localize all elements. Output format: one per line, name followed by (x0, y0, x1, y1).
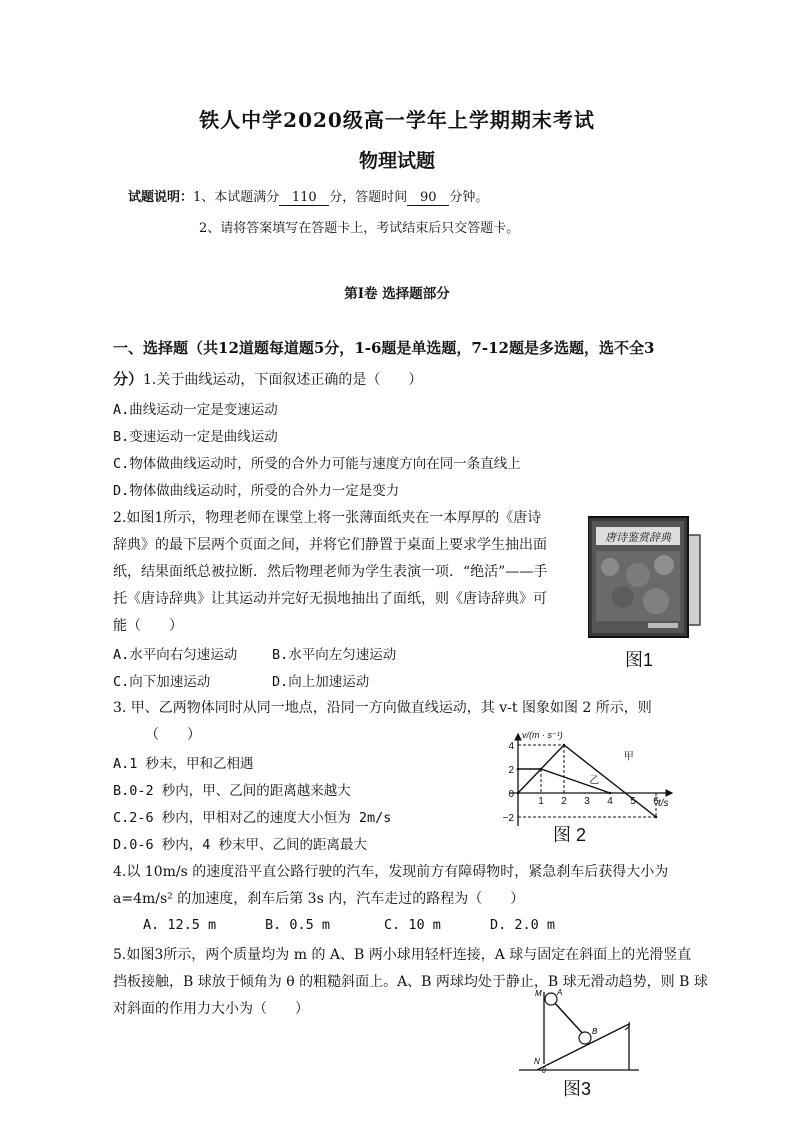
data-point (655, 816, 656, 817)
vt-chart-svg (500, 728, 680, 848)
y-tick-label: 0 (508, 789, 514, 800)
ball-b (579, 1032, 591, 1044)
q4-line: a=4m/s² 的加速度，刹车后第 3s 内，汽车走过的路程为（ ） (113, 891, 525, 907)
incline-surface (537, 1024, 629, 1070)
q2-option-c: C.向下加速运动 (113, 674, 211, 690)
question-1-stem: 1.关于曲线运动，下面叙述正确的是（ ） (143, 372, 423, 388)
q2-option-d: D.向上加速运动 (272, 674, 370, 690)
q2-line: 托《唐诗辞典》让其运动并完好无损地抽出了面纸，则《唐诗辞典》可 (113, 591, 547, 607)
q2-option-a: A.水平向右匀速运动 (113, 647, 238, 663)
x-tick-label: 6 (653, 796, 659, 807)
x-tick-label: 3 (584, 796, 590, 807)
section-heading: 一、选择题（共12道题每道题5分，1-6题是单选题，7-12题是多选题，选不全3 (113, 339, 655, 357)
q3-option-c: C.2-6 秒内，甲相对乙的速度大小恒为 2m/s (113, 810, 392, 826)
q4-option-d: D. 2.0 m (490, 917, 556, 933)
label-m: M (535, 989, 542, 998)
q2-line: 辞典》的最下层两个页面之间，并将它们静置于桌面上要求学生抽出面 (113, 537, 547, 553)
q1-option-a: A.曲线运动一定是变速运动 (113, 402, 278, 418)
incline-diagram (515, 986, 645, 1076)
label-a: A (557, 988, 563, 997)
data-point (517, 768, 518, 769)
page-subtitle: 物理试题 (358, 150, 435, 172)
full-score-value: 110 (279, 190, 329, 206)
instructions-line-1 (128, 186, 488, 206)
q2-line: 能（ ） (113, 618, 183, 634)
q3-line: （ ） (145, 727, 201, 743)
instructions-label: 试题说明： (128, 190, 194, 205)
instructions-text: 1、本试题满分 (193, 190, 280, 205)
y-tick-label: −2 (502, 813, 514, 824)
data-point (563, 744, 564, 745)
label-b: B (592, 1027, 598, 1036)
figure-2-label: 图 2 (553, 825, 587, 845)
q4-line: 4.以 10m/s 的速度沿平直公路行驶的汽车，发现前方有障碍物时，紧急刹车后获得大小为 (113, 864, 669, 880)
q2-line: 2.如图1所示，物理老师在课堂上将一张薄面纸夹在一本厚厚的《唐诗 (113, 510, 542, 526)
y-tick-label: 4 (508, 741, 514, 752)
x-tick-label: 2 (561, 796, 567, 807)
label-n: N (534, 1057, 540, 1066)
q4-option-b: B. 0.5 m (265, 917, 331, 933)
instructions-line-2: 2、请将答案填写在答题卡上，考试结束后只交答题卡。 (199, 221, 520, 236)
figure-3-incline (515, 986, 645, 1076)
q3-option-a: A.1 秒末，甲和乙相遇 (113, 756, 254, 772)
figure-1-label: 图1 (625, 650, 654, 670)
data-point (609, 792, 610, 793)
light-rod (553, 1001, 585, 1036)
series-label-yi: 乙 (589, 775, 600, 787)
series-label-jia: 甲 (623, 751, 634, 763)
q2-line: 纸，结果面纸总被拉断．然后物理老师为学生表演一项．“绝活”——手 (113, 564, 548, 580)
section-heading-line-2 (113, 368, 422, 389)
y-tick-label: 2 (508, 765, 514, 776)
q3-line: 3. 甲、乙两物体同时从同一地点，沿同一方向做直线运动，其 v-t 图象如图 2 所示，则 (113, 700, 652, 716)
q1-option-c: C.物体做曲线运动时，所受的合外力可能与速度方向在同一条直线上 (113, 456, 521, 472)
x-axis-label: t/s (658, 798, 669, 809)
label-theta: θ (542, 1068, 546, 1075)
book-image (588, 515, 702, 640)
data-point (540, 768, 541, 769)
q1-option-d: D.物体做曲线运动时，所受的合外力一定是变力 (113, 483, 400, 499)
q3-option-d: D.0-6 秒内，4 秒末甲、乙间的距离最大 (113, 837, 368, 853)
instructions-text: 分钟。 (449, 190, 489, 205)
figure-1-book (588, 515, 702, 640)
part-title: 第Ⅰ卷 选择题部分 (344, 286, 450, 302)
y-axis-label: v/(m · s⁻¹) (522, 730, 563, 740)
q4-option-c: C. 10 m (384, 917, 441, 933)
q1-option-b: B.变速运动一定是曲线运动 (113, 429, 278, 445)
x-tick-label: 1 (538, 796, 544, 807)
time-value: 90 (407, 190, 449, 206)
q5-line: 5.如图3所示，两个质量均为 m 的 A、B 两小球用轻杆连接，A 球与固定在斜面上的光滑竖直 (113, 947, 692, 963)
q3-option-b: B.0-2 秒内，甲、乙间的距离越来越大 (113, 783, 351, 799)
instructions-text: 分，答题时间 (329, 190, 408, 205)
x-tick-label: 4 (607, 796, 613, 807)
data-point (517, 792, 518, 793)
q4-option-a: A. 12.5 m (143, 917, 217, 933)
x-tick-label: 5 (630, 796, 636, 807)
figure-3-label: 图3 (563, 1079, 592, 1099)
q5-line: 对斜面的作用力大小为（ ） (113, 1001, 309, 1017)
q2-option-b: B.水平向左匀速运动 (272, 647, 397, 663)
book-title-text: 唐诗鉴赏辞典 (605, 532, 671, 544)
q5-line: 挡板接触，B 球放于倾角为 θ 的粗糙斜面上。A、B 两球均处于静止，B 球无滑动趋势，则 B 球 (113, 974, 708, 990)
page-title: 铁人中学2020级高一学年上学期期末考试 (199, 108, 595, 132)
section-heading: 分） (113, 370, 144, 388)
figure-2-chart (500, 728, 680, 848)
ball-a (545, 993, 557, 1005)
